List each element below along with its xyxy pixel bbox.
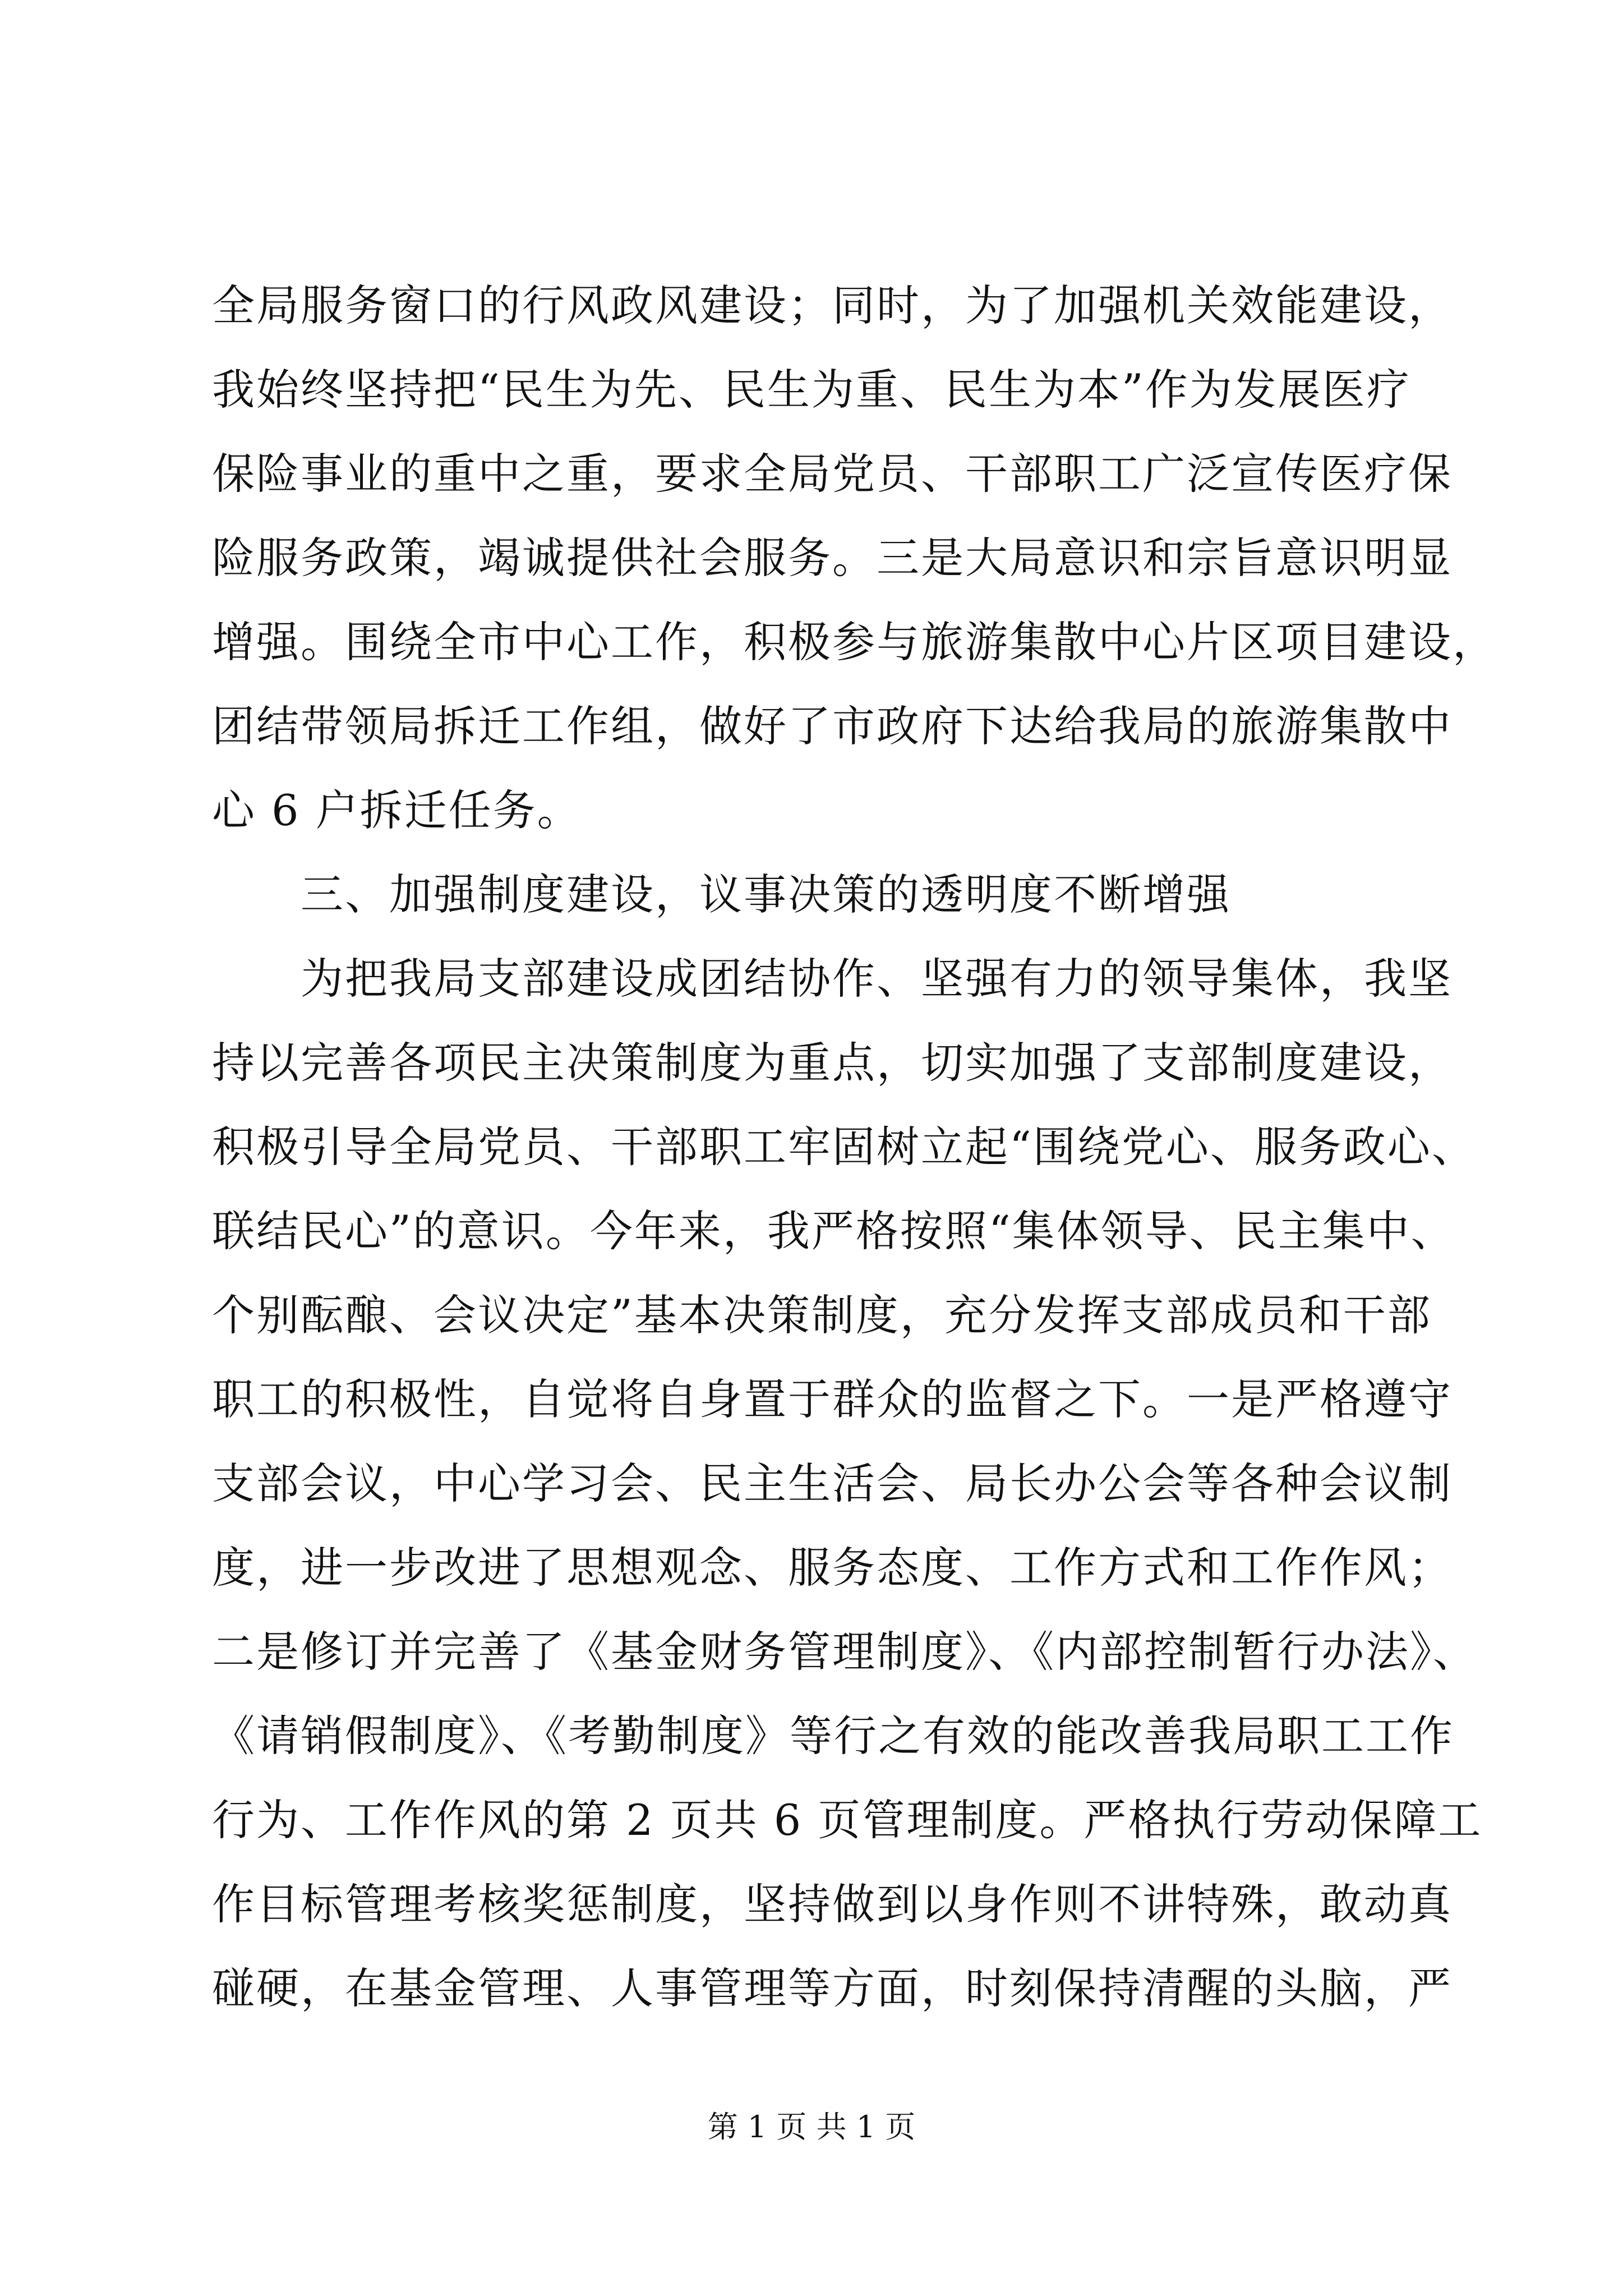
section-heading: 三、加强制度建设，议事决策的透明度不断增强 xyxy=(212,869,1231,919)
text-line: 险服务政策，竭诚提供社会服务。三是大局意识和宗旨意识明显 xyxy=(212,533,1453,583)
text-line: 我始终坚持把“民生为先、民生为重、民生为本”作为发展医疗 xyxy=(212,365,1411,415)
text-line: 联结民心”的意识。今年来，我严格按照“集体领导、民主集中、 xyxy=(212,1206,1455,1256)
page-footer: 第 1 页 共 1 页 xyxy=(707,2109,916,2145)
text-line: 保险事业的重中之重，要求全局党员、干部职工广泛宣传医疗保 xyxy=(212,449,1453,499)
text-line: 增强。围绕全市中心工作，积极参与旅游集散中心片区项目建设， xyxy=(212,617,1497,667)
text-line: 二是修订并完善了《基金财务管理制度》、《内部控制暂行办法》、 xyxy=(212,1627,1477,1677)
document-body xyxy=(212,264,1497,2031)
text-line: 团结带领局拆迁工作组，做好了市政府下达给我局的旅游集散中 xyxy=(212,701,1453,751)
text-line: 碰硬，在基金管理、人事管理等方面，时刻保持清醒的头脑，严 xyxy=(212,1963,1453,2013)
text-line: 心 6 户拆迁任务。 xyxy=(212,785,582,835)
text-line: 作目标管理考核奖惩制度，坚持做到以身作则不讲特殊，敢动真 xyxy=(212,1879,1453,1929)
text-line: 支部会议，中心学习会、民主生活会、局长办公会等各种会议制 xyxy=(212,1458,1453,1508)
text-line: 积极引导全局党员、干部职工牢固树立起“围绕党心、服务政心、 xyxy=(212,1122,1476,1172)
text-line: 行为、工作作风的第 2 页共 6 页管理制度。严格执行劳动保障工 xyxy=(212,1795,1483,1845)
text-line: 为把我局支部建设成团结协作、坚强有力的领导集体，我坚 xyxy=(212,954,1453,1004)
text-line: 持以完善各项民主决策制度为重点，切实加强了支部制度建设， xyxy=(212,1038,1453,1088)
text-line: 职工的积极性，自觉将自身置于群众的监督之下。一是严格遵守 xyxy=(212,1374,1453,1424)
text-line: 全局服务窗口的行风政风建设；同时，为了加强机关效能建设， xyxy=(212,280,1453,330)
text-line: 个别酝酿、会议决定”基本决策制度，充分发挥支部成员和干部 xyxy=(212,1290,1432,1340)
text-line: 《请销假制度》、《考勤制度》等行之有效的能改善我局职工工作 xyxy=(212,1711,1454,1761)
text-line: 度，进一步改进了思想观念、服务态度、工作方式和工作作风； xyxy=(212,1543,1453,1593)
